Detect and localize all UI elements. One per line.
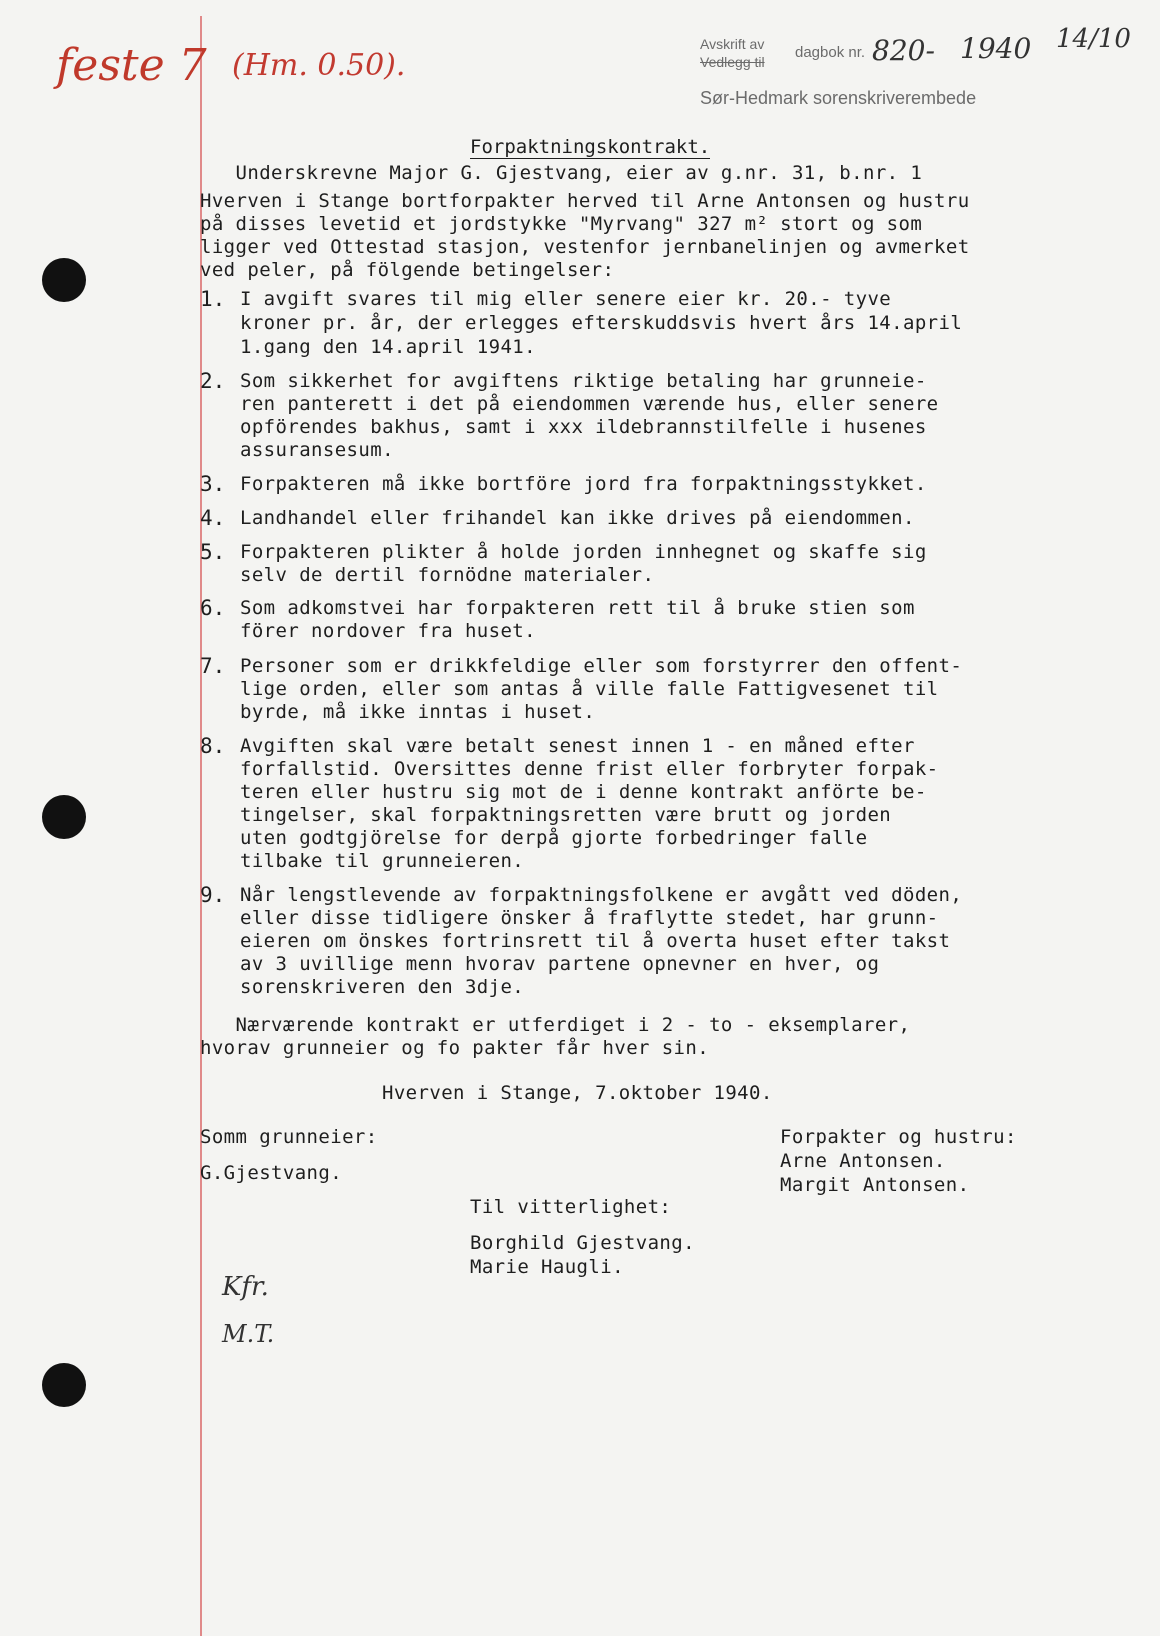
- term-line: Forpakteren må ikke bortföre jord fra forpaktningsstykket.: [240, 473, 927, 495]
- term-line: Personer som er drikkfeldige eller som forstyrrer den offent-: [240, 655, 963, 677]
- punch-hole: [42, 795, 86, 839]
- place-date: Hverven i Stange, 7.oktober 1940.: [382, 1082, 773, 1104]
- witness-name: Borghild Gjestvang.: [470, 1232, 695, 1254]
- stamp-avskrift: Avskrift av: [700, 36, 765, 52]
- stamp-dagbok: dagbok nr.: [795, 44, 866, 61]
- intro-line: på disses levetid et jordstykke "Myrvang" 327 m² stort og som: [200, 213, 923, 235]
- owner-label: Somm grunneier:: [200, 1126, 378, 1148]
- intro-line: ved peler, på fölgende betingelser:: [200, 259, 615, 281]
- term-line: eller disse tidligere önsker å fraflytte stedet, har grunn-: [240, 907, 939, 929]
- term-line: tingelser, skal forpaktningsretten være brutt og jorden: [240, 804, 892, 826]
- term-line: Landhandel eller frihandel kan ikke drives på eiendommen.: [240, 507, 915, 529]
- term-line: 1.gang den 14.april 1941.: [240, 336, 536, 358]
- tenant-name: Arne Antonsen.: [780, 1150, 946, 1172]
- intro-line: Hverven i Stange bortforpakter herved til Arne Antonsen og hustru: [200, 190, 970, 212]
- intro-line: ligger ved Ottestad stasjon, vestenfor jernbanelinjen og avmerket: [200, 236, 970, 258]
- stamp-year: 1940: [960, 32, 1032, 65]
- tenant-label: Forpakter og hustru:: [780, 1126, 1017, 1148]
- term-number: 8.: [200, 734, 226, 758]
- term-line: I avgift svares til mig eller senere eier kr. 20.- tyve: [240, 288, 892, 310]
- tenant-name: Margit Antonsen.: [780, 1174, 970, 1196]
- witness-name: Marie Haugli.: [470, 1256, 624, 1278]
- term-line: tilbake til grunneieren.: [240, 850, 525, 872]
- term-number: 7.: [200, 654, 226, 678]
- punch-hole: [42, 1363, 86, 1407]
- folio-annotation: feste 7: [56, 40, 207, 91]
- stamp-dagbok-number: 820-: [872, 34, 935, 67]
- term-number: 2.: [200, 369, 226, 393]
- term-line: Som adkomstvei har forpakteren rett til å bruke stien som: [240, 597, 915, 619]
- term-line: Forpakteren plikter å holde jorden innhegnet og skaffe sig: [240, 541, 927, 563]
- term-line: uten godtgjörelse for derpå gjorte forbedringer falle: [240, 827, 868, 849]
- owner-name: G.Gjestvang.: [200, 1162, 343, 1184]
- term-line: forfallstid. Oversittes denne frist eller forbryter forpak-: [240, 758, 939, 780]
- term-line: byrde, må ikke inntas i huset.: [240, 701, 596, 723]
- fee-annotation: (Hm. 0.50).: [232, 48, 406, 83]
- initials-annotation: M.T.: [222, 1320, 275, 1348]
- initials-annotation: Kfr.: [222, 1272, 269, 1302]
- term-line: sorenskriveren den 3dje.: [240, 976, 525, 998]
- term-line: lige orden, eller som antas å ville falle Fattigvesenet til: [240, 678, 939, 700]
- term-line: teren eller hustru sig mot de i denne kontrakt anförte be-: [240, 781, 927, 803]
- intro-line: Underskrevne Major G. Gjestvang, eier av g.nr. 31, b.nr. 1: [200, 162, 923, 184]
- term-line: förer nordover fra huset.: [240, 620, 536, 642]
- term-number: 5.: [200, 540, 226, 564]
- term-number: 3.: [200, 472, 226, 496]
- term-line: opförendes bakhus, samt i xxx ildebrannstilfelle i husenes: [240, 416, 927, 438]
- term-number: 6.: [200, 596, 226, 620]
- term-number: 4.: [200, 506, 226, 530]
- term-line: Avgiften skal være betalt senest innen 1 - en måned efter: [240, 735, 915, 757]
- term-line: Når lengstlevende av forpaktningsfolkene er avgått ved döden,: [240, 884, 963, 906]
- stamp-office: Sør-Hedmark sorenskriverembede: [700, 88, 977, 108]
- term-line: assuransesum.: [240, 439, 394, 461]
- term-line: eieren om önskes fortrinsrett til å overta huset efter takst: [240, 930, 951, 952]
- term-line: kroner pr. år, der erlegges efterskuddsvis hvert års 14.april: [240, 312, 963, 334]
- term-line: ren panterett i det på eiendommen værende hus, eller senere: [240, 393, 939, 415]
- term-number: 9.: [200, 883, 226, 907]
- closing-line: Nærværende kontrakt er utferdiget i 2 - to - eksemplarer,: [200, 1014, 911, 1036]
- stamp-date: 14/10: [1056, 24, 1131, 54]
- term-line: Som sikkerhet for avgiftens riktige betaling har grunneie-: [240, 370, 927, 392]
- term-line: av 3 uvillige menn hvorav partene opnevner en hver, og: [240, 953, 880, 975]
- punch-hole: [42, 258, 86, 302]
- stamp-vedlegg: Vedlegg til: [700, 54, 765, 70]
- term-number: 1.: [200, 287, 226, 311]
- closing-line: hvorav grunneier og fo pakter får hver sin.: [200, 1037, 710, 1059]
- term-line: selv de dertil fornödne materialer.: [240, 564, 655, 586]
- document-title: Forpaktningskontrakt.: [470, 136, 711, 158]
- witness-label: Til vitterlighet:: [470, 1196, 672, 1218]
